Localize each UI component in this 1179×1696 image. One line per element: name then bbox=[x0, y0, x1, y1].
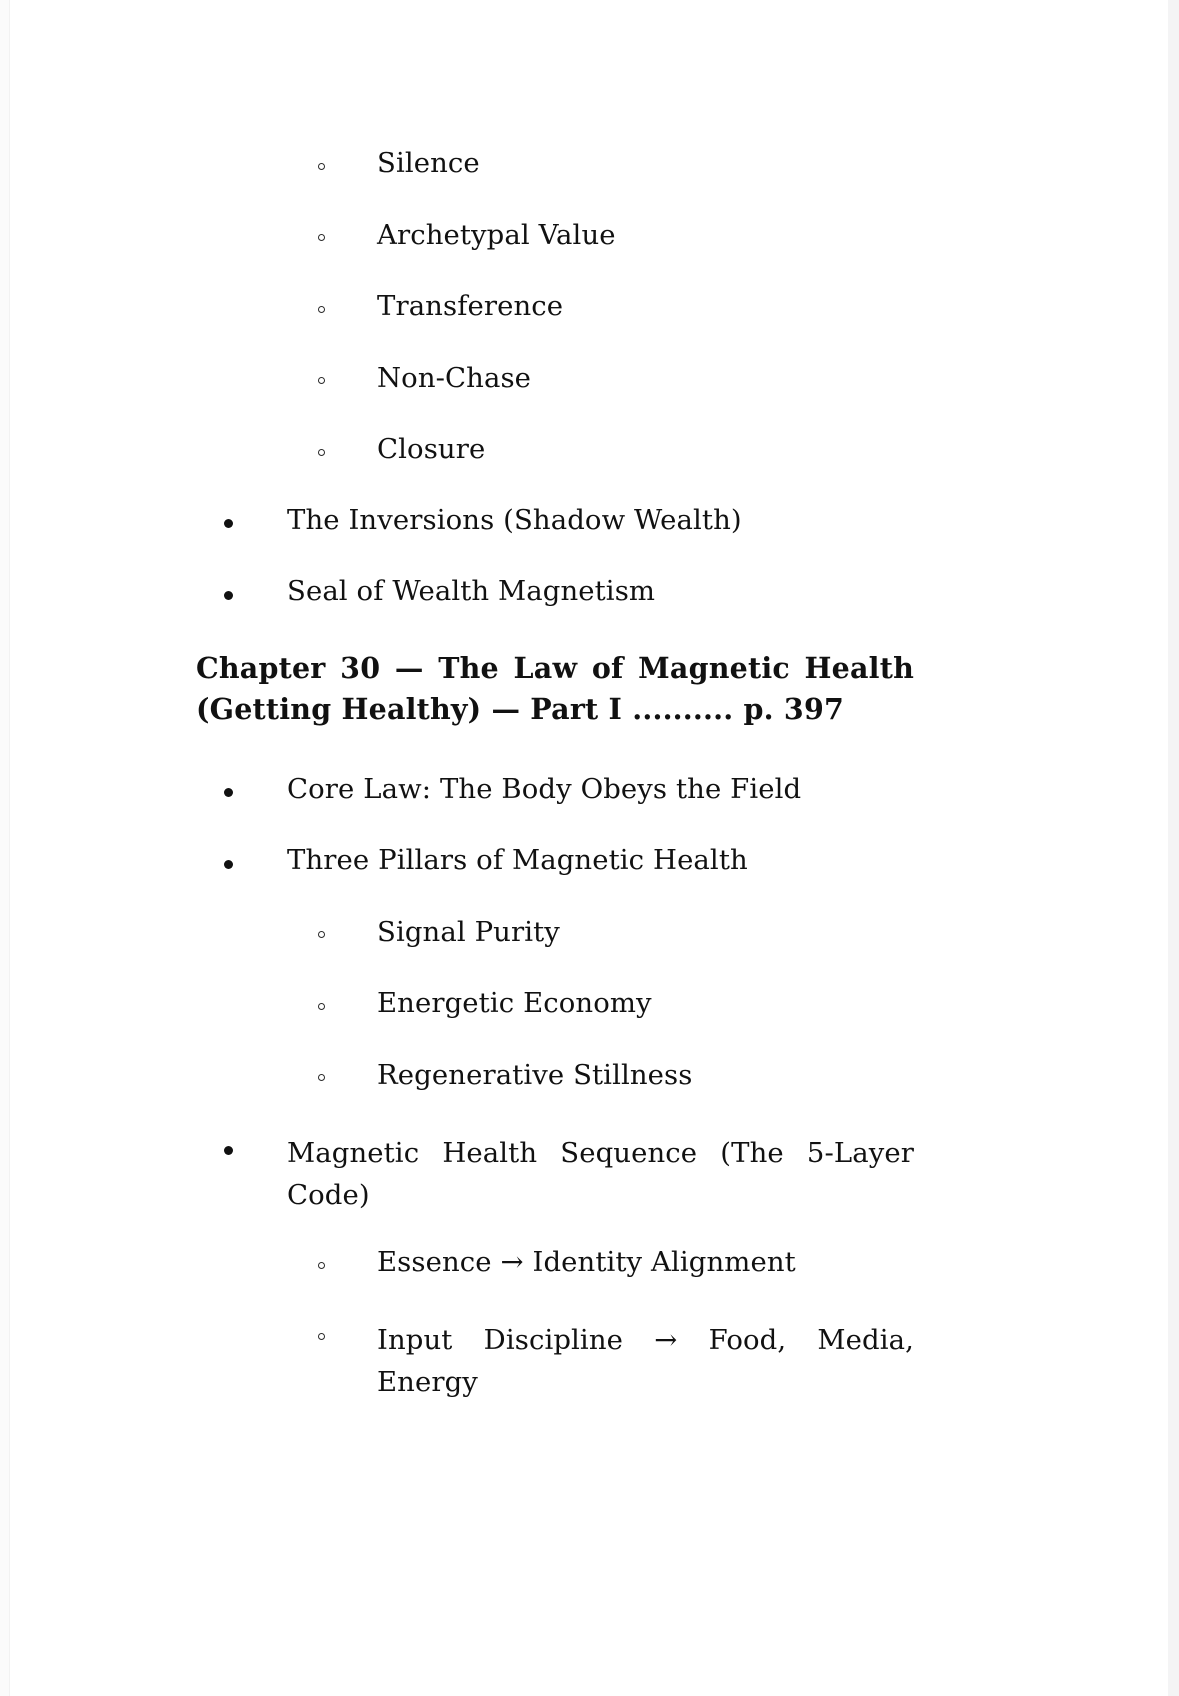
list-item-label: The Inversions (Shadow Wealth) bbox=[287, 503, 742, 536]
list-item-label: Non-Chase bbox=[377, 361, 532, 394]
hollow-bullet-icon bbox=[318, 931, 325, 938]
list-item bbox=[196, 844, 914, 877]
page-left-edge bbox=[0, 0, 10, 1696]
hollow-bullet-icon bbox=[318, 377, 325, 384]
filled-bullet-icon bbox=[224, 860, 233, 869]
hollow-bullet-icon bbox=[318, 163, 325, 170]
filled-bullet-icon bbox=[224, 519, 233, 528]
hollow-bullet-icon bbox=[318, 306, 325, 313]
list-item-label: Core Law: The Body Obeys the Field bbox=[287, 772, 802, 805]
list-item-label: Archetypal Value bbox=[377, 218, 616, 251]
hollow-bullet-icon bbox=[318, 449, 325, 456]
list-item bbox=[196, 575, 914, 607]
list-item bbox=[196, 1245, 914, 1278]
list-item-label: Energetic Economy bbox=[377, 987, 652, 1020]
list-item bbox=[196, 433, 914, 465]
list-item-label: Magnetic Health Sequence (The 5-Layer Code) bbox=[287, 1137, 914, 1211]
hollow-bullet-icon bbox=[318, 1333, 325, 1340]
list-item bbox=[196, 361, 914, 394]
list-item bbox=[196, 218, 914, 251]
list-item bbox=[196, 987, 914, 1020]
list-item bbox=[196, 915, 914, 948]
toc-content bbox=[196, 147, 914, 1436]
hollow-bullet-icon bbox=[318, 1074, 325, 1081]
document-page bbox=[10, 0, 1168, 1696]
list-item-label: Essence → Identity Alignment bbox=[377, 1245, 796, 1278]
hollow-bullet-icon bbox=[318, 234, 325, 241]
list-item bbox=[196, 503, 914, 536]
list-item-label: Transference bbox=[377, 290, 564, 322]
filled-bullet-icon bbox=[224, 591, 233, 600]
list-item bbox=[196, 1320, 914, 1404]
list-item bbox=[196, 1058, 914, 1091]
page-right-edge bbox=[1168, 0, 1179, 1696]
list-item-label: Input Discipline → Food, Media, Energy bbox=[377, 1324, 914, 1398]
hollow-bullet-icon bbox=[318, 1003, 325, 1010]
list-item bbox=[196, 772, 914, 805]
list-item bbox=[196, 1133, 914, 1217]
filled-bullet-icon bbox=[224, 788, 233, 797]
chapter-heading: Chapter 30 — The Law of Magnetic Health (Getting Healthy) — Part I .......... p. 397 bbox=[196, 650, 914, 726]
hollow-bullet-icon bbox=[318, 1262, 325, 1269]
list-item-label: Three Pillars of Magnetic Health bbox=[287, 844, 748, 877]
list-item-label: Seal of Wealth Magnetism bbox=[287, 575, 656, 607]
list-item-label: Closure bbox=[377, 433, 486, 465]
list-item bbox=[196, 290, 914, 322]
list-item bbox=[196, 147, 914, 179]
list-item-label: Silence bbox=[377, 147, 480, 179]
filled-bullet-icon bbox=[224, 1146, 233, 1155]
list-item-label: Signal Purity bbox=[377, 915, 560, 948]
list-item-label: Regenerative Stillness bbox=[377, 1058, 693, 1091]
